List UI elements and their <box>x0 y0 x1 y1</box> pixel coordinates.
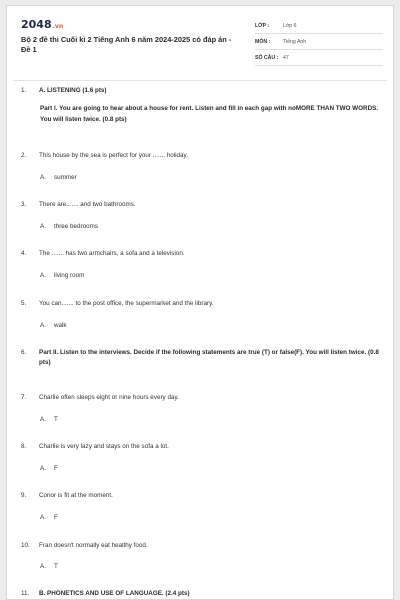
question-text: Part II. Listen to the interviews. Decide if the following statements are true (T) or false(F). You will listen twice. (0.8 pts) <box>39 349 379 366</box>
meta-label: MÔN : <box>255 38 271 45</box>
meta-row-count <box>255 50 383 66</box>
logo-brand: 2048 <box>21 18 52 31</box>
question-text: This house by the sea is perfect for your ....... holiday. <box>39 152 188 159</box>
meta-label: LỚP : <box>255 22 270 29</box>
document-header <box>7 6 393 70</box>
question-text: Charlie often sleeps eight or nine hours every day. <box>39 394 179 401</box>
answer-text: three bedrooms <box>53 223 99 230</box>
answer-letter: A. <box>40 223 46 230</box>
question-number: 4. <box>21 250 27 257</box>
question-text: Fran doesn't normally eat healthy food. <box>39 542 148 549</box>
question-number: 1. <box>21 87 27 94</box>
meta-value: Tiếng Anh <box>283 38 307 45</box>
meta-value: 47 <box>283 54 289 61</box>
question-number: 7. <box>21 394 27 401</box>
answer-text: walk <box>53 322 67 329</box>
answer-option[interactable] <box>40 223 98 230</box>
answer-text: F <box>53 514 58 521</box>
answer-option[interactable] <box>40 514 58 521</box>
meta-label: SỐ CÂU : <box>255 54 279 61</box>
answer-option[interactable] <box>40 416 58 423</box>
question-number: 3. <box>21 201 27 208</box>
answer-option[interactable] <box>40 563 58 570</box>
answer-text: summer <box>53 174 77 181</box>
question-number: 2. <box>21 152 27 159</box>
question-number: 5. <box>21 300 27 307</box>
document-page <box>6 5 394 600</box>
part-instruction: Part I. You are going to hear about a house for rent. Listen and fill in each gap with noMORE THAN TWO WORDS. You will listen twice. (0.8 pts) <box>40 105 379 123</box>
document-title: Bộ 2 đề thi Cuối kì 2 Tiếng Anh 6 năm 2024-2025 có đáp án - Đề 1 <box>21 35 232 54</box>
answer-letter: A. <box>40 465 46 472</box>
answer-option[interactable] <box>40 272 84 279</box>
question-number: 9. <box>21 492 27 499</box>
meta-row-subject <box>255 34 383 50</box>
answer-text: F <box>53 465 58 472</box>
answer-letter: A. <box>40 563 46 570</box>
answer-option[interactable] <box>40 174 77 181</box>
answer-letter: A. <box>40 174 46 181</box>
header-divider <box>13 80 387 81</box>
meta-value: Lớp 6 <box>283 22 297 29</box>
meta-row-class <box>255 18 383 34</box>
logo-suffix: .vn <box>52 23 64 30</box>
answer-text: living room <box>53 272 85 279</box>
question-text: Charlie is very lazy and stays on the sofa a lot. <box>39 443 169 450</box>
answer-letter: A. <box>40 322 46 329</box>
answer-letter: A. <box>40 514 46 521</box>
answer-text: T <box>53 563 58 570</box>
question-number: 11. <box>21 590 30 597</box>
question-text: There are....... and two bathrooms. <box>39 201 136 208</box>
answer-option[interactable] <box>40 465 58 472</box>
meta-info <box>255 18 383 66</box>
answer-option[interactable] <box>40 322 67 329</box>
site-logo[interactable] <box>21 18 63 31</box>
question-number: 10. <box>21 542 30 549</box>
answer-text: T <box>53 416 58 423</box>
question-text: The ....... has two armchairs, a sofa and a television. <box>39 250 185 257</box>
question-text: You can....... to the post office, the supermarket and the library. <box>39 300 214 307</box>
question-text: B. PHONETICS AND USE OF LANGUAGE. (2.4 pts) <box>39 590 190 597</box>
question-number: 8. <box>21 443 27 450</box>
answer-letter: A. <box>40 416 46 423</box>
question-text: A. LISTENING (1.6 pts) <box>39 87 107 94</box>
question-number: 6. <box>21 349 27 356</box>
answer-letter: A. <box>40 272 46 279</box>
question-text: Conor is fit at the moment. <box>39 492 113 499</box>
